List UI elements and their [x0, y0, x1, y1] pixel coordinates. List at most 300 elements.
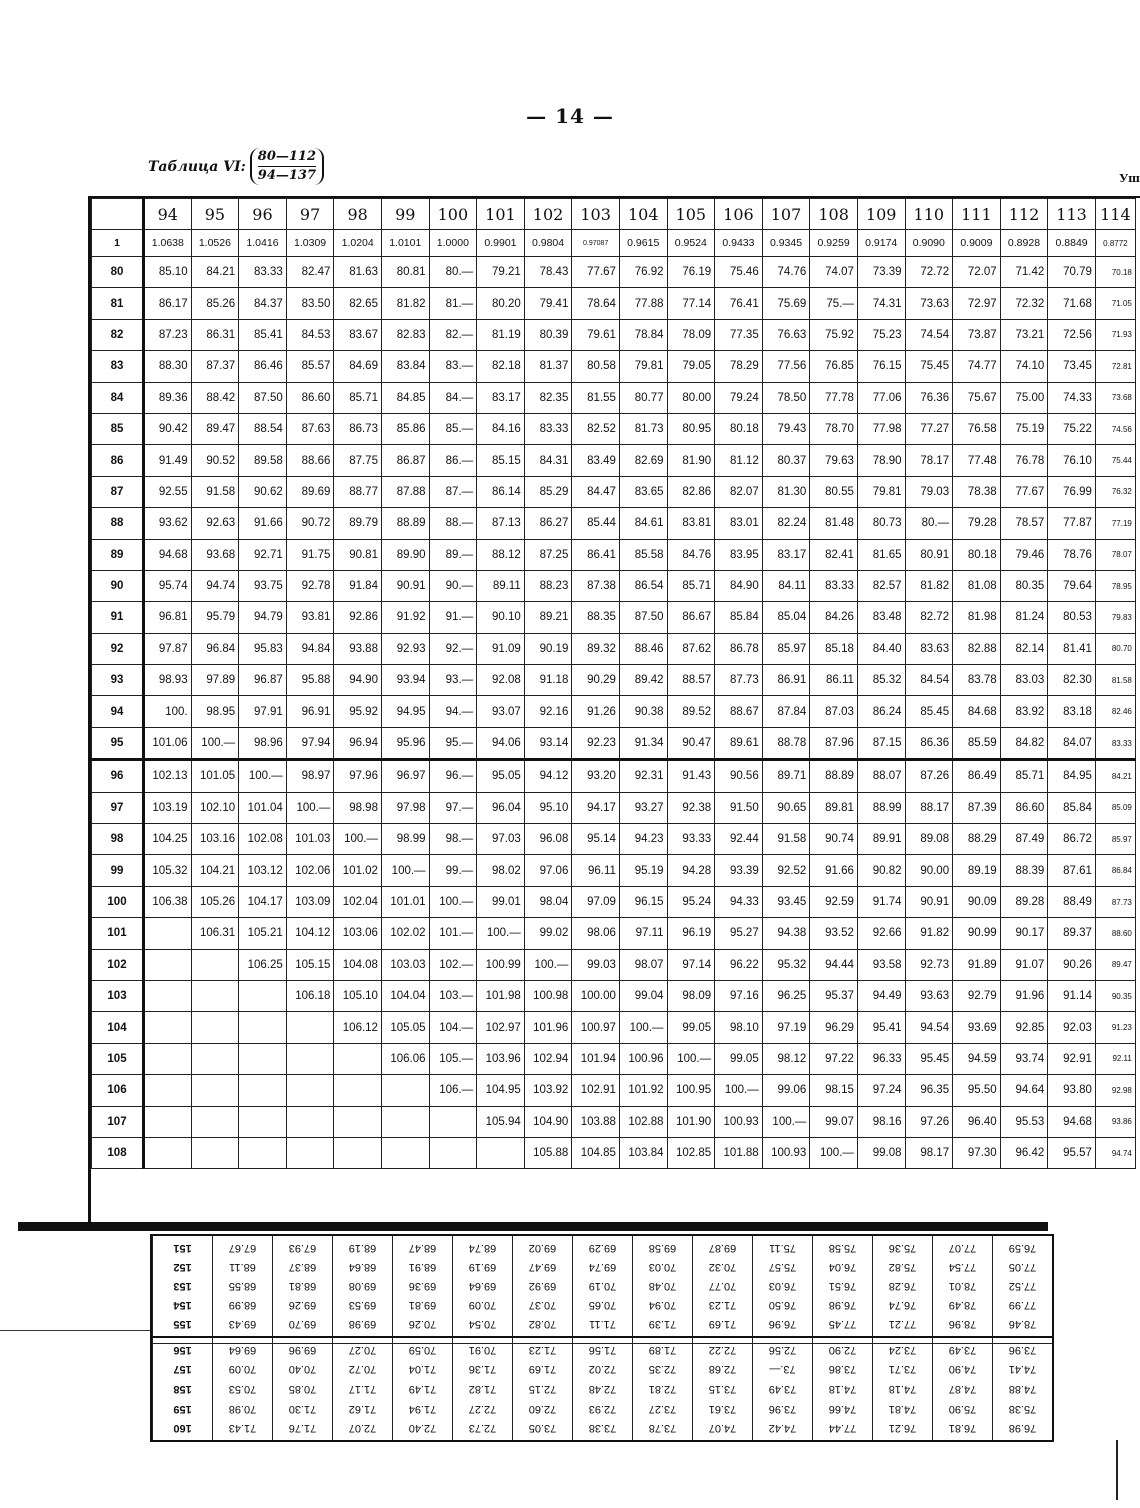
- table-cell: 87.39: [953, 792, 1001, 823]
- table-cell: 88.46: [619, 633, 667, 664]
- table-cell: 95.19: [619, 855, 667, 886]
- fragment-value: 71.49: [408, 1383, 437, 1396]
- column-header: 106: [715, 199, 763, 230]
- table-cell: 86.—: [429, 445, 477, 476]
- table-cell: 87.50: [239, 382, 287, 413]
- fragment-value: 69.87: [708, 1241, 737, 1254]
- table-cell: [191, 1043, 239, 1074]
- table-cell: 84.90: [715, 570, 763, 601]
- fragment-row-label: 159: [173, 1402, 192, 1415]
- table-cell: 103.92: [524, 1075, 572, 1106]
- row-label: 108: [92, 1137, 144, 1168]
- table-cell: 94.06: [477, 727, 525, 759]
- fragment-value: 73.71: [888, 1363, 917, 1376]
- fragment-column: [152, 1338, 212, 1440]
- table-cell: 84.95: [1048, 760, 1096, 792]
- table-cell: 92.66: [857, 918, 905, 949]
- row-label: 100: [92, 886, 144, 917]
- table-cell: [286, 1075, 334, 1106]
- table-cell: 84.37: [239, 288, 287, 319]
- table-cell: 88.89: [381, 508, 429, 539]
- table-cell: [239, 1137, 287, 1168]
- table-cell: 91.66: [810, 855, 858, 886]
- table-cell: 74.31: [857, 288, 905, 319]
- table-cell: 94.79: [239, 602, 287, 633]
- table-cell: [144, 918, 192, 949]
- fragment-value: 72.81: [648, 1383, 677, 1396]
- fragment-divider: [152, 1343, 1052, 1344]
- table-cell: 100.—: [667, 1043, 715, 1074]
- table-cell: [239, 1043, 287, 1074]
- table-cell: 95.—: [429, 727, 477, 759]
- table-cell: 80.55: [810, 476, 858, 507]
- fragment-value: 74.87: [948, 1383, 977, 1396]
- fragment-column: [272, 1236, 332, 1338]
- table-cell: 90.—: [429, 570, 477, 601]
- column-header: 102: [524, 199, 572, 230]
- fragment-column: [992, 1236, 1052, 1338]
- fragment-value: 69.29: [588, 1241, 617, 1254]
- fragment-value: 77.07: [948, 1241, 977, 1254]
- table-row: [92, 602, 1136, 633]
- table-cell: 90.91: [381, 570, 429, 601]
- column-header: 97: [286, 199, 334, 230]
- table-cell: 74.56: [1095, 413, 1135, 444]
- table-cell: 80.37: [762, 445, 810, 476]
- table-cell: 1.0309: [286, 230, 334, 257]
- table-cell: 92.23: [572, 727, 620, 759]
- table-cell: 90.62: [239, 476, 287, 507]
- table-cell: 90.72: [286, 508, 334, 539]
- table-cell: 85.84: [1048, 792, 1096, 823]
- row-label: 83: [92, 351, 144, 382]
- table-cell: 94.68: [144, 539, 192, 570]
- table-cell: 93.74: [1000, 1043, 1048, 1074]
- table-cell: 77.35: [715, 319, 763, 350]
- table-cell: 76.36: [905, 382, 953, 413]
- fragment-column: [272, 1338, 332, 1440]
- table-cell: 92.44: [715, 824, 763, 855]
- table-cell: 100.98: [524, 980, 572, 1011]
- column-header: 105: [667, 199, 715, 230]
- row-label: 96: [92, 760, 144, 792]
- table-cell: 75.69: [762, 288, 810, 319]
- table-cell: 85.26: [191, 288, 239, 319]
- table-cell: 104.21: [191, 855, 239, 886]
- table-cell: 105.88: [524, 1137, 572, 1168]
- table-cell: 79.81: [857, 476, 905, 507]
- fragment-value: 68.81: [288, 1280, 317, 1293]
- table-cell: 97.89: [191, 665, 239, 696]
- table-cell: 85.—: [429, 413, 477, 444]
- fragment-value: 73.49: [948, 1343, 977, 1356]
- fragment-column: [812, 1236, 872, 1338]
- table-cell: 85.09: [1095, 792, 1135, 823]
- table-cell: 1.0526: [191, 230, 239, 257]
- column-header: 95: [191, 199, 239, 230]
- fragment-value: 74.81: [888, 1402, 917, 1415]
- table-cell: 99.03: [572, 949, 620, 980]
- table-cell: 87.25: [524, 539, 572, 570]
- table-cell: 87.73: [715, 665, 763, 696]
- table-cell: 100.00: [572, 980, 620, 1011]
- table-cell: 95.92: [334, 696, 382, 727]
- table-cell: 83.63: [905, 633, 953, 664]
- table-cell: [144, 1043, 192, 1074]
- table-cell: 93.75: [239, 570, 287, 601]
- table-cell: 72.32: [1000, 288, 1048, 319]
- row-label: 89: [92, 539, 144, 570]
- fragment-value: 71.69: [708, 1318, 737, 1331]
- row-label: 92: [92, 633, 144, 664]
- table-cell: 100.97: [572, 1012, 620, 1043]
- table-cell: 99.01: [477, 886, 525, 917]
- table-cell: 97.19: [762, 1012, 810, 1043]
- table-cell: 80.18: [953, 539, 1001, 570]
- table-cell: 76.99: [1048, 476, 1096, 507]
- table-cell: 74.77: [953, 351, 1001, 382]
- table-cell: 94.54: [905, 1012, 953, 1043]
- table-cell: 93.45: [762, 886, 810, 917]
- fragment-value: 74.07: [708, 1422, 737, 1435]
- table-cell: 83.78: [953, 665, 1001, 696]
- table-cell: 81.58: [1095, 665, 1135, 696]
- fragment-value: 76.04: [828, 1260, 857, 1273]
- fragment-value: 69.81: [408, 1299, 437, 1312]
- fragment-value: 70.94: [648, 1299, 677, 1312]
- table-cell: 89.81: [810, 792, 858, 823]
- table-cell: 71.05: [1095, 288, 1135, 319]
- table-cell: 87.75: [334, 445, 382, 476]
- fragment-value: 69.58: [648, 1241, 677, 1254]
- fragment-value: 77.54: [948, 1260, 977, 1273]
- fragment-value: 72.56: [768, 1343, 797, 1356]
- table-cell: 91.84: [334, 570, 382, 601]
- table-cell: 95.14: [572, 824, 620, 855]
- table-cell: 101.—: [429, 918, 477, 949]
- fragment-value: 74.90: [948, 1363, 977, 1376]
- column-header: 104: [619, 199, 667, 230]
- table-cell: 97.96: [334, 760, 382, 792]
- table-cell: 95.05: [477, 760, 525, 792]
- table-cell: 81.—: [429, 288, 477, 319]
- fragment-row-label: 156: [173, 1343, 192, 1356]
- row-label: 103: [92, 980, 144, 1011]
- table-cell: 1.0638: [144, 230, 192, 257]
- table-cell: 98.17: [905, 1137, 953, 1168]
- table-cell: 84.21: [191, 257, 239, 288]
- row-label: 101: [92, 918, 144, 949]
- table-cell: 98.—: [429, 824, 477, 855]
- table-cell: 98.07: [619, 949, 667, 980]
- table-cell: 87.73: [1095, 886, 1135, 917]
- table-cell: [239, 1012, 287, 1043]
- table-row: [92, 760, 1136, 792]
- table-row: [92, 1137, 1136, 1168]
- table-cell: 101.98: [477, 980, 525, 1011]
- table-row: [92, 413, 1136, 444]
- column-header: 100: [429, 199, 477, 230]
- table-cell: 86.67: [667, 602, 715, 633]
- table-cell: 85.97: [762, 633, 810, 664]
- table-cell: 106.25: [239, 949, 287, 980]
- table-cell: 91.66: [239, 508, 287, 539]
- table-cell: 75.67: [953, 382, 1001, 413]
- fragment-value: 72.60: [528, 1402, 557, 1415]
- table-cell: 86.24: [857, 696, 905, 727]
- table-cell: 82.69: [619, 445, 667, 476]
- table-cell: 105.26: [191, 886, 239, 917]
- fragment-value: 71.23: [708, 1299, 737, 1312]
- table-cell: 94.64: [1000, 1075, 1048, 1106]
- table-cell: 93.07: [477, 696, 525, 727]
- fragment-value: 68.64: [348, 1260, 377, 1273]
- fragment-value: 69.74: [588, 1260, 617, 1273]
- table-cell: 84.85: [381, 382, 429, 413]
- fragment-value: 69.26: [288, 1299, 317, 1312]
- table-cell: 92.55: [144, 476, 192, 507]
- fragment-value: 71.76: [288, 1422, 317, 1435]
- column-header: 109: [857, 199, 905, 230]
- table-cell: 83.17: [762, 539, 810, 570]
- fragment-value: 73.61: [708, 1402, 737, 1415]
- table-cell: 85.59: [953, 727, 1001, 759]
- table-cell: 82.24: [762, 508, 810, 539]
- table-cell: 74.76: [762, 257, 810, 288]
- table-cell: 79.64: [1048, 570, 1096, 601]
- table-cell: 89.42: [619, 665, 667, 696]
- table-cell: 0.9174: [857, 230, 905, 257]
- table-cell: 82.52: [572, 413, 620, 444]
- table-cell: 76.58: [953, 413, 1001, 444]
- table-cell: [239, 980, 287, 1011]
- fragment-value: 75.11: [769, 1241, 796, 1254]
- table-cell: 95.53: [1000, 1106, 1048, 1137]
- table-cell: 97.30: [953, 1137, 1001, 1168]
- conversion-table: [91, 198, 1136, 1169]
- table-cell: 90.26: [1048, 949, 1096, 980]
- table-cell: 100.—: [429, 886, 477, 917]
- fragment-value: 70.53: [228, 1383, 257, 1396]
- table-cell: 86.87: [381, 445, 429, 476]
- table-cell: 78.09: [667, 319, 715, 350]
- table-cell: 90.35: [1095, 980, 1135, 1011]
- table-cell: [334, 1043, 382, 1074]
- table-cell: [144, 980, 192, 1011]
- table-row: [92, 476, 1136, 507]
- table-cell: 94.33: [715, 886, 763, 917]
- table-cell: 79.63: [810, 445, 858, 476]
- table-cell: 96.15: [619, 886, 667, 917]
- table-cell: 93.86: [1095, 1106, 1135, 1137]
- fragment-value: 70.54: [468, 1318, 497, 1331]
- table-cell: 95.57: [1048, 1137, 1096, 1168]
- row-label: 84: [92, 382, 144, 413]
- table-cell: 78.95: [1095, 570, 1135, 601]
- table-cell: 93.62: [144, 508, 192, 539]
- table-cell: 101.06: [144, 727, 192, 759]
- table-row: [92, 570, 1136, 601]
- column-header: 101: [477, 199, 525, 230]
- fragment-value: 68.99: [228, 1299, 257, 1312]
- fragment-value: 72.15: [528, 1383, 557, 1396]
- table-cell: 99.05: [667, 1012, 715, 1043]
- fragment-value: 70.19: [588, 1280, 617, 1293]
- fragment-value: 70.98: [228, 1402, 257, 1415]
- table-cell: 90.09: [953, 886, 1001, 917]
- main-table-container: [88, 196, 1140, 1226]
- row-label: 91: [92, 602, 144, 633]
- table-cell: 88.35: [572, 602, 620, 633]
- table-cell: 82.46: [1095, 696, 1135, 727]
- table-cell: 98.15: [810, 1075, 858, 1106]
- table-cell: 92.93: [381, 633, 429, 664]
- table-cell: 98.10: [715, 1012, 763, 1043]
- table-cell: 85.41: [239, 319, 287, 350]
- table-cell: 79.05: [667, 351, 715, 382]
- table-cell: 87.62: [667, 633, 715, 664]
- table-cell: 82.07: [715, 476, 763, 507]
- fragment-value: 76.50: [768, 1299, 797, 1312]
- table-cell: 93.20: [572, 760, 620, 792]
- table-cell: 78.50: [762, 382, 810, 413]
- fragment-column: [752, 1236, 812, 1338]
- table-cell: 103.03: [381, 949, 429, 980]
- fragment-value: 77.21: [888, 1318, 917, 1331]
- table-row: [92, 1043, 1136, 1074]
- fragment-value: 72.22: [708, 1343, 737, 1356]
- table-cell: 91.—: [429, 602, 477, 633]
- row-label: 81: [92, 288, 144, 319]
- fragment-value: 72.93: [588, 1402, 617, 1415]
- table-cell: 100.—: [239, 760, 287, 792]
- table-cell: 82.35: [524, 382, 572, 413]
- table-cell: 86.60: [286, 382, 334, 413]
- fragment-value: 74.66: [828, 1402, 857, 1415]
- fragment-value: 69.64: [228, 1343, 257, 1356]
- table-cell: 85.71: [667, 570, 715, 601]
- table-cell: 98.97: [286, 760, 334, 792]
- table-cell: 80.—: [905, 508, 953, 539]
- fragment-value: 70.59: [408, 1343, 437, 1356]
- table-cell: 91.14: [1048, 980, 1096, 1011]
- table-cell: 103.16: [191, 824, 239, 855]
- table-cell: 81.12: [715, 445, 763, 476]
- table-cell: 78.29: [715, 351, 763, 382]
- table-cell: 77.48: [953, 445, 1001, 476]
- table-cell: [144, 1106, 192, 1137]
- fragment-value: 70.65: [588, 1299, 617, 1312]
- table-cell: 96.19: [667, 918, 715, 949]
- table-cell: 96.04: [477, 792, 525, 823]
- table-cell: 93.80: [1048, 1075, 1096, 1106]
- table-cell: 91.89: [953, 949, 1001, 980]
- table-cell: 88.57: [667, 665, 715, 696]
- table-cell: 94.68: [1048, 1106, 1096, 1137]
- table-cell: 91.18: [524, 665, 572, 696]
- table-cell: 76.19: [667, 257, 715, 288]
- table-cell: 93.81: [286, 602, 334, 633]
- table-cell: 97.03: [477, 824, 525, 855]
- table-cell: 88.—: [429, 508, 477, 539]
- table-cell: 105.15: [286, 949, 334, 980]
- table-cell: 87.50: [619, 602, 667, 633]
- table-cell: 96.22: [715, 949, 763, 980]
- table-cell: 89.47: [191, 413, 239, 444]
- table-cell: 101.94: [572, 1043, 620, 1074]
- table-row: [92, 918, 1136, 949]
- fragment-column: [512, 1236, 572, 1338]
- table-cell: 79.46: [1000, 539, 1048, 570]
- fragment-column: [572, 1338, 632, 1440]
- table-cell: 100.—: [619, 1012, 667, 1043]
- fragment-value: 68.55: [228, 1280, 257, 1293]
- table-cell: [334, 1075, 382, 1106]
- table-cell: 88.60: [1095, 918, 1135, 949]
- fragment-value: 69.64: [468, 1280, 497, 1293]
- table-cell: 93.88: [334, 633, 382, 664]
- fragment-value: 75.58: [828, 1241, 857, 1254]
- table-cell: 103.09: [286, 886, 334, 917]
- table-cell: 100.—: [762, 1106, 810, 1137]
- fragment-value: 75.36: [888, 1241, 917, 1254]
- table-cell: 104.95: [477, 1075, 525, 1106]
- fragment-value: 68.11: [229, 1260, 256, 1273]
- table-cell: 100.99: [477, 949, 525, 980]
- table-cell: 93.52: [810, 918, 858, 949]
- table-cell: 75.00: [1000, 382, 1048, 413]
- scan-artifact: [0, 1330, 150, 1331]
- fragment-value: 68.47: [408, 1241, 437, 1254]
- table-cell: 80.81: [381, 257, 429, 288]
- table-cell: 100.—: [286, 792, 334, 823]
- table-cell: 81.98: [953, 602, 1001, 633]
- fragment-value: 72.73: [468, 1422, 497, 1435]
- table-cell: 92.63: [191, 508, 239, 539]
- table-cell: 87.61: [1048, 855, 1096, 886]
- table-cell: 98.95: [191, 696, 239, 727]
- table-cell: 96.97: [381, 760, 429, 792]
- fragment-value: 73.78: [648, 1422, 677, 1435]
- table-cell: 84.61: [619, 508, 667, 539]
- table-cell: 97.22: [810, 1043, 858, 1074]
- table-cell: 1.0000: [429, 230, 477, 257]
- caption-label: Таблица VI:: [148, 158, 246, 175]
- fragment-value: 72.90: [828, 1343, 857, 1356]
- table-cell: 77.27: [905, 413, 953, 444]
- fragment-value: 71.36: [468, 1363, 497, 1376]
- fragment-value: 71.62: [348, 1402, 377, 1415]
- table-cell: 100.95: [667, 1075, 715, 1106]
- table-cell: 102.94: [524, 1043, 572, 1074]
- table-cell: 92.38: [667, 792, 715, 823]
- table-cell: [191, 1075, 239, 1106]
- fragment-value: 73.86: [828, 1363, 857, 1376]
- fragment-value: 70.37: [528, 1299, 557, 1312]
- table-cell: 89.58: [239, 445, 287, 476]
- table-cell: 0.9901: [477, 230, 525, 257]
- column-header: 96: [239, 199, 287, 230]
- table-cell: 90.52: [191, 445, 239, 476]
- table-cell: 81.30: [762, 476, 810, 507]
- table-cell: 99.08: [857, 1137, 905, 1168]
- fragment-value: 69.36: [408, 1280, 437, 1293]
- table-cell: 80.20: [477, 288, 525, 319]
- table-cell: 95.50: [953, 1075, 1001, 1106]
- table-cell: 84.76: [667, 539, 715, 570]
- table-cell: 98.16: [857, 1106, 905, 1137]
- table-cell: 0.97087: [572, 230, 620, 257]
